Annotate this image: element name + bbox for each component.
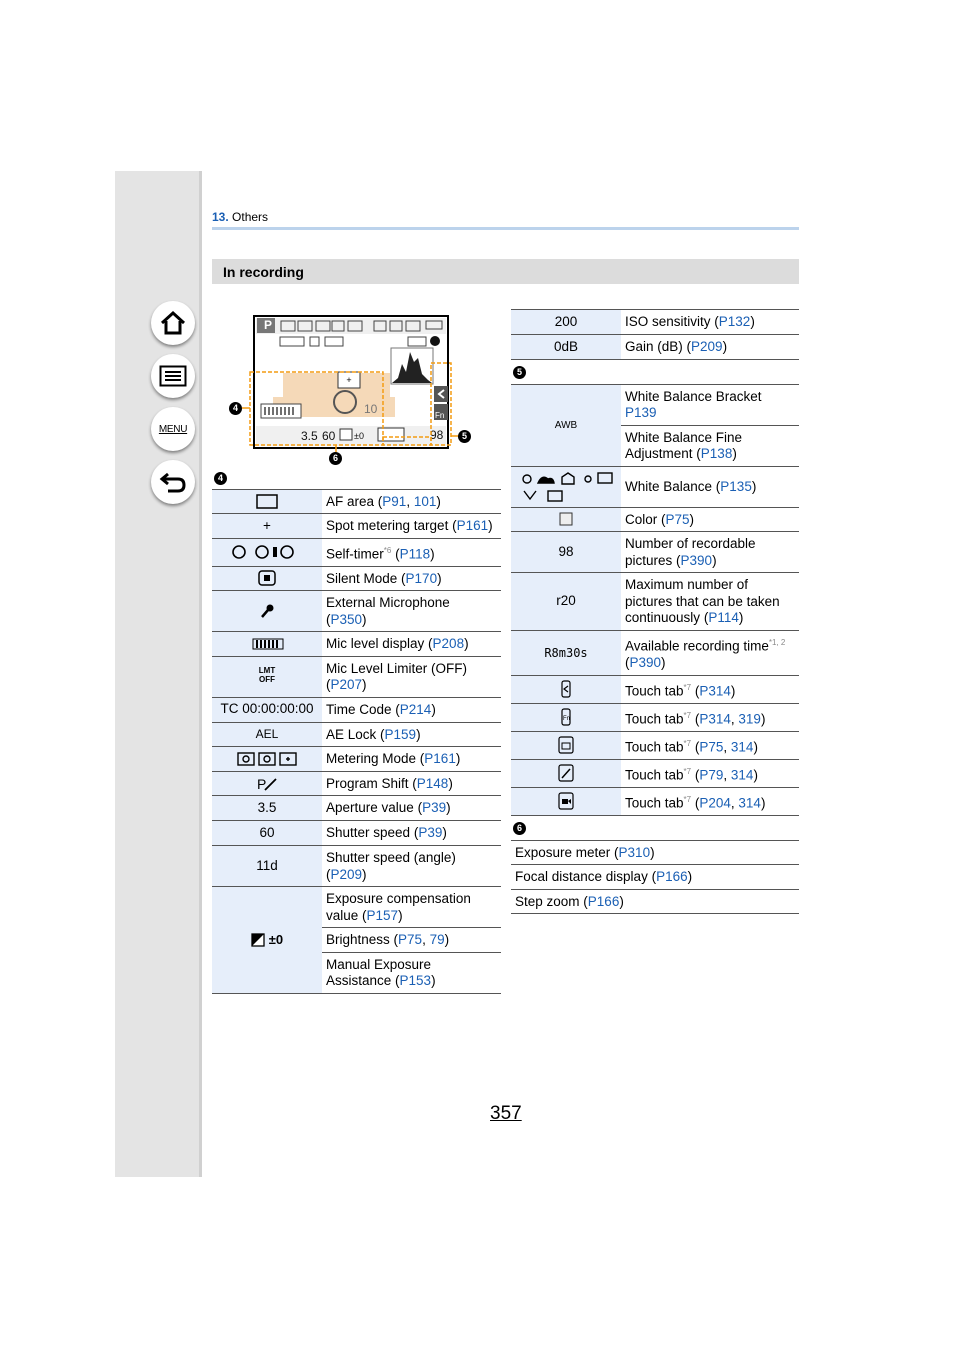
touch-tab-edit-icon — [558, 764, 574, 782]
table-row: Manual Exposure Assistance (P153) — [212, 952, 501, 993]
aperture-display: 3.5 — [257, 799, 277, 815]
table-row: P Program Shift (P148) — [212, 771, 501, 796]
table-row: 98 Number of recordable pictures (P390) — [511, 532, 799, 573]
time-code-value: TC 00:00:00:00 — [220, 701, 314, 717]
page-link[interactable]: P209 — [330, 866, 363, 882]
ae-lock-icon: AEL — [255, 727, 279, 741]
page-link[interactable]: P153 — [399, 973, 432, 988]
gain-value: 0dB — [553, 338, 579, 354]
page-link[interactable]: 319 — [738, 711, 761, 726]
page-link[interactable]: P209 — [691, 339, 723, 354]
table-row: White Balance (P135) — [511, 466, 799, 507]
iso-value: 200 — [554, 313, 578, 329]
list-icon — [159, 365, 187, 387]
page-link[interactable]: P75 — [699, 739, 724, 754]
page-link[interactable]: P75 — [398, 932, 423, 947]
af-area-icon — [256, 494, 278, 509]
page-link[interactable]: P166 — [656, 869, 688, 884]
page-link[interactable]: P166 — [587, 893, 620, 909]
table-row: Color (P75) — [511, 507, 799, 532]
table-row: 11d Shutter speed (angle) (P209) — [212, 846, 501, 887]
table-row: Brightness (P75, 79) — [212, 928, 501, 953]
table-row: Mic level display (P208) — [212, 632, 501, 657]
screen-shots: 98 — [430, 428, 444, 442]
wb-bracket-icon: AWB — [554, 419, 578, 431]
page-link[interactable]: 101 — [413, 493, 437, 509]
camera-screen-illustration — [228, 312, 472, 470]
callout-5: 5 — [458, 430, 471, 443]
page-link[interactable]: P204 — [699, 795, 731, 810]
touch-tab-arrow-icon — [561, 680, 571, 698]
home-icon — [159, 310, 187, 336]
table-row: LMT OFF Mic Level Limiter (OFF) (P207) — [212, 656, 501, 697]
shutter-angle-display: 11d — [256, 857, 278, 873]
microphone-icon — [259, 603, 275, 619]
svg-text:Fn: Fn — [563, 716, 571, 722]
program-shift-icon — [256, 775, 278, 791]
touch-tab-movie-icon — [558, 792, 574, 810]
svg-text:+: + — [346, 375, 352, 385]
page-link[interactable]: P114 — [708, 610, 739, 626]
page-link[interactable]: P118 — [399, 546, 431, 561]
exposure-comp-value: ±0 — [268, 931, 284, 947]
table-row: Metering Mode (P161) — [212, 747, 501, 772]
table-row: 60 Shutter speed (P39) — [212, 821, 501, 846]
page-link[interactable]: P314 — [699, 711, 731, 726]
header-rule — [212, 227, 799, 230]
page-link[interactable]: P148 — [416, 775, 449, 791]
table-row: 3.5 Aperture value (P39) — [212, 796, 501, 821]
chapter-title: Others — [232, 210, 269, 224]
table-row: Exposure meter (P310) — [511, 840, 799, 865]
back-arrow-icon — [159, 470, 187, 494]
screen-aperture: 3.5 — [301, 429, 318, 443]
page-link[interactable]: P390 — [629, 655, 662, 670]
page-link[interactable]: P161 — [456, 518, 489, 533]
page-number: 357 — [490, 1103, 522, 1124]
page-link[interactable]: P170 — [405, 570, 438, 586]
svg-text:P: P — [257, 776, 267, 792]
table-row: White Balance Fine Adjustment (P138) — [511, 425, 799, 466]
group-5-marker: 5 — [513, 366, 526, 379]
table-row: 200 ISO sensitivity (P132) — [511, 310, 799, 335]
callout-6: 6 — [329, 452, 342, 465]
page-link[interactable]: P39 — [418, 825, 443, 841]
screen-exposure: ±0 — [354, 431, 364, 441]
table-row: 0dB Gain (dB) (P209) — [511, 335, 799, 360]
burst-count: r20 — [556, 593, 576, 609]
table-row: Touch tab$^{*7}$ (P314) — [511, 675, 799, 703]
page-link[interactable]: P138 — [700, 446, 733, 461]
screen-fn: Fn — [435, 411, 445, 420]
group-caption-row — [511, 359, 799, 384]
page-link[interactable]: P157 — [366, 907, 399, 923]
back-button[interactable] — [151, 460, 195, 504]
mic-level-icon — [249, 637, 285, 651]
table-row: Fn Touch tab$^{*7}$ (P314, 319) — [511, 703, 799, 731]
group-caption-row — [212, 465, 501, 489]
page-link[interactable]: 79 — [429, 932, 445, 947]
table-row: Silent Mode (P170) — [212, 566, 501, 591]
screen-shutter: 60 — [322, 429, 336, 443]
section-header — [212, 259, 799, 284]
page-link[interactable]: P208 — [432, 636, 465, 651]
page-link[interactable]: P132 — [718, 314, 751, 330]
left-reference-table — [212, 465, 501, 994]
table-row: Touch tab$^{*7}$ (P75, 314) — [511, 731, 799, 759]
group-caption-row — [511, 815, 799, 840]
table-row: AWB White Balance Bracket P139 — [511, 384, 799, 425]
page-link[interactable]: P39 — [422, 800, 447, 816]
section-title: In recording — [223, 264, 304, 280]
silent-mode-icon — [258, 570, 276, 586]
menu-label: MENU — [158, 423, 188, 435]
sidebar — [115, 171, 202, 1177]
page-link[interactable]: P310 — [618, 844, 651, 860]
metering-mode-icon — [236, 751, 298, 767]
table-row: Step zoom (P166) — [511, 889, 799, 914]
spot-metering-icon: + — [263, 517, 271, 533]
table-row: Focal distance display (P166) — [511, 865, 799, 890]
chapter-number[interactable]: 13. — [212, 210, 229, 224]
breadcrumb — [212, 210, 268, 224]
table-row: External Microphone (P350) — [212, 591, 501, 632]
self-timer-icon — [231, 544, 303, 560]
table-row: AF area (P91, 101) — [212, 489, 501, 514]
page-link[interactable]: 314 — [730, 767, 754, 782]
page-link[interactable]: P159 — [384, 726, 417, 742]
screen-mode: P — [264, 318, 273, 332]
recordable-count: 98 — [558, 543, 574, 559]
table-row: R8m30s Available recording time$^{*1, 2}$ (P390) — [511, 631, 799, 676]
page-link[interactable]: P139 — [625, 405, 657, 420]
right-reference-table — [511, 309, 799, 914]
group-6-marker: 6 — [513, 822, 526, 835]
shutter-display: 60 — [259, 824, 275, 840]
table-row: AEL AE Lock (P159) — [212, 722, 501, 747]
table-row: TC 00:00:00:00 Time Code (P214) — [212, 697, 501, 722]
contents-button[interactable] — [151, 354, 195, 398]
table-row: + Spot metering target (P161) — [212, 514, 501, 539]
touch-tab-fn-icon — [561, 708, 571, 726]
group-4-marker: 4 — [214, 472, 227, 485]
page-link[interactable]: 314 — [730, 739, 754, 754]
table-row: ±0 Exposure compensation value (P157) — [212, 887, 501, 928]
mic-limiter-icon: LMT OFF — [258, 666, 276, 685]
page-link[interactable]: P390 — [680, 552, 713, 568]
menu-button[interactable] — [151, 407, 195, 451]
page-link[interactable]: P314 — [699, 683, 731, 698]
callout-4: 4 — [229, 402, 242, 415]
white-balance-icons — [518, 471, 614, 503]
home-button[interactable] — [151, 301, 195, 345]
page-link[interactable]: P75 — [665, 511, 690, 527]
page-link[interactable]: P207 — [330, 677, 363, 692]
table-row: Self-timer$^{*6}$ (P118) — [212, 538, 501, 566]
table-row: Touch tab$^{*7}$ (P204, 314) — [511, 787, 799, 815]
touch-tab-camera-icon — [558, 736, 574, 754]
exposure-comp-icon — [251, 933, 265, 947]
recording-time: R8m30s — [544, 645, 588, 660]
page-link[interactable]: P135 — [720, 478, 752, 494]
table-row: r20 Maximum number of pictures that can be taken continuously (P114) — [511, 573, 799, 631]
page-link[interactable]: P161 — [424, 751, 456, 766]
table-row: Touch tab$^{*7}$ (P79, 314) — [511, 759, 799, 787]
page-link[interactable]: 314 — [738, 795, 761, 810]
color-icon — [559, 512, 573, 526]
page-link[interactable]: P214 — [399, 701, 432, 717]
page-link[interactable]: P350 — [330, 611, 363, 627]
page-link[interactable]: P79 — [699, 767, 724, 782]
page-link[interactable]: P91 — [382, 493, 407, 509]
screen-countdown: 10 — [364, 402, 378, 416]
